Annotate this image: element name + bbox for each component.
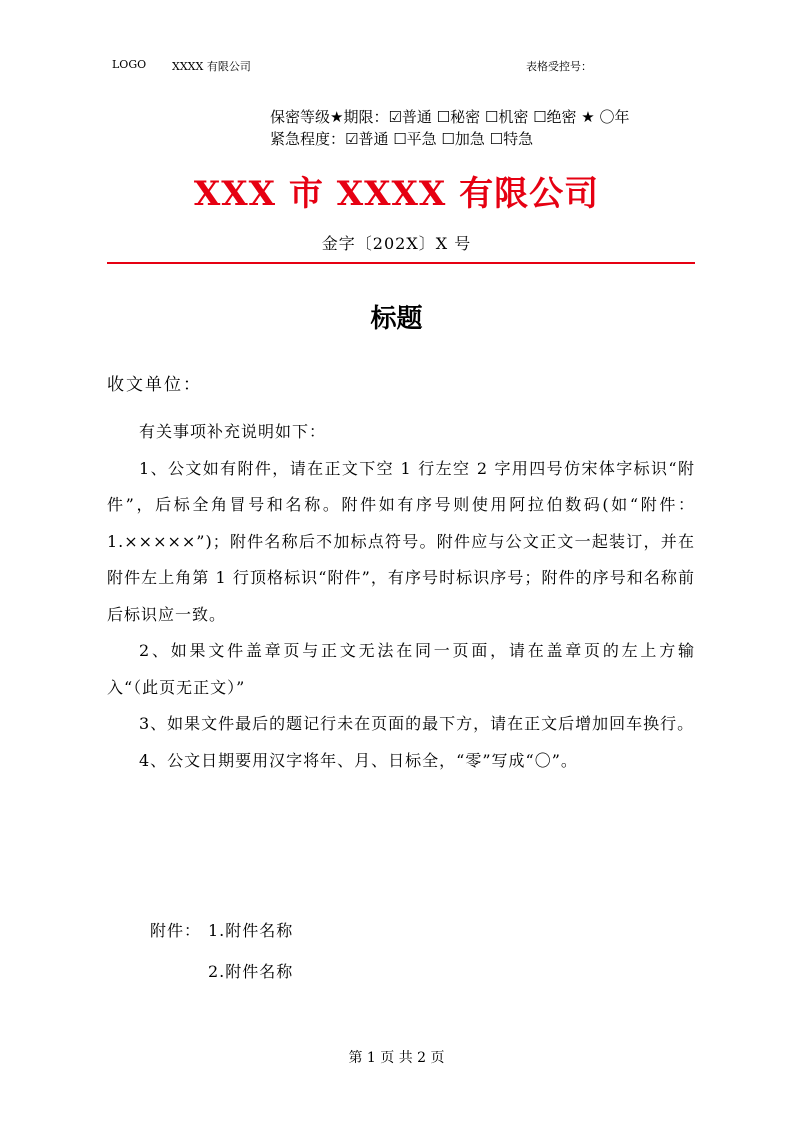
body-text: [107, 414, 695, 779]
header-control-number: 表格受控号：: [526, 60, 592, 73]
recipient-label: 收文单位：: [107, 375, 202, 395]
attachment-label: 附件：: [150, 921, 202, 940]
paragraph-3: 3、如果文件最后的题记行未在页面的最下方，请在正文后增加回车换行。: [139, 714, 695, 733]
page-title: 标题: [370, 304, 423, 334]
paragraph-1: 1、公文如有附件，请在正文下空 1 行左空 2 字用四号仿宋体字标识“附件”，后标全角冒号和名称。附件如有序号则使用阿拉伯数码(如“附件：1.×××××”)；附件名称后不加标点符号。附件应与公文正文一起装订，并在附件左上角第 1 行顶格标识“附件”，有序号时标识序号；附件的序号和名称前后标识应一致。: [107, 458, 695, 624]
paragraph-4: 4、公文日期要用汉字将年、月、日标全，“零”写成“〇”。: [139, 750, 578, 770]
paragraph-intro: 有关事项补充说明如下：: [139, 422, 327, 441]
document-number: 金字〔202X〕X 号: [321, 234, 472, 253]
urgency-level-line: 紧急程度：☑普通 ☐平急 ☐加急 ☐特急: [270, 130, 534, 148]
attachment-item-2: 2.附件名称: [208, 962, 294, 981]
red-divider: [107, 262, 695, 264]
security-level-line: 保密等级★期限：☑普通 ☐秘密 ☐机密 ☐绝密 ★ 〇年: [270, 108, 630, 126]
header-company: XXXX 有限公司: [172, 60, 251, 73]
page-footer: 第 1 页 共 2 页: [348, 1050, 445, 1066]
attachment-item-1: 1.附件名称: [208, 921, 294, 940]
header-logo: LOGO: [112, 58, 147, 71]
paragraph-2: 2、如果文件盖章页与正文无法在同一页面，请在盖章页的左上方输入“（此页无正文）”: [107, 641, 695, 697]
company-title: XXX 市 XXXX 有限公司: [193, 174, 600, 214]
